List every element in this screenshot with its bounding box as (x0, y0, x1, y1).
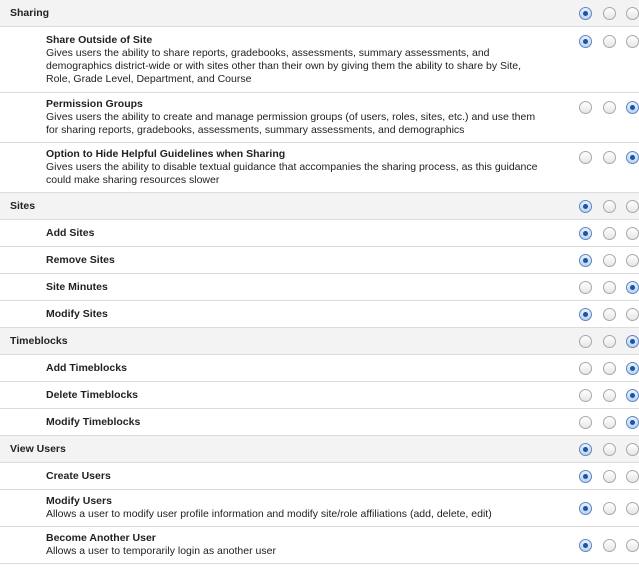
permission-radio-option-2[interactable] (603, 7, 616, 20)
permission-radio-option-2[interactable] (603, 227, 616, 240)
permission-radio-option-3[interactable] (626, 443, 639, 456)
permission-radio-option-3[interactable] (626, 335, 639, 348)
permission-description: Gives users the ability to share reports, gradebooks, assessments, summary assessments, and demographics district-wide or with sites other than their own by giving them the ability to share by Site, Role, Grade Level, Department, and Course (46, 46, 522, 85)
permission-title: Add Sites (46, 226, 95, 239)
permission-radio-option-2[interactable] (603, 254, 616, 267)
permission-title: Modify Users (46, 495, 112, 507)
permission-title: Add Timeblocks (46, 361, 127, 374)
permission-radio-option-1[interactable] (579, 7, 592, 20)
permission-radio-option-3[interactable] (626, 362, 639, 375)
permission-radio-option-2[interactable] (603, 308, 616, 321)
permission-row-option-to-hide-helpful-guidelines-when-sharing (0, 143, 639, 193)
permission-row-site-minutes (0, 274, 639, 301)
permission-text (46, 274, 543, 300)
permission-radio-option-3[interactable] (626, 254, 639, 267)
permission-radio-option-1[interactable] (579, 335, 592, 348)
permission-text (46, 27, 543, 92)
permission-radio-group (529, 436, 639, 462)
section-title: Sites (10, 199, 36, 212)
section-title: Sharing (10, 6, 50, 19)
permission-radio-option-2[interactable] (603, 416, 616, 429)
permission-radio-option-1[interactable] (579, 308, 592, 321)
section-row-sharing (0, 0, 639, 27)
permission-row-create-users (0, 463, 639, 490)
permission-radio-option-3[interactable] (626, 416, 639, 429)
permission-row-share-outside-of-site (0, 27, 639, 93)
permission-text (10, 0, 529, 26)
permission-radio-option-3[interactable] (626, 7, 639, 20)
permission-row-add-sites (0, 220, 639, 247)
section-row-view-users (0, 436, 639, 463)
permission-radio-option-2[interactable] (603, 101, 616, 114)
permission-row-permission-groups (0, 93, 639, 143)
permission-radio-group (529, 27, 639, 92)
permission-radio-option-2[interactable] (603, 35, 616, 48)
permission-radio-group (529, 463, 639, 489)
permission-radio-group (529, 193, 639, 219)
permission-text (46, 463, 543, 489)
permission-title: Become Another User (46, 532, 156, 544)
permission-row-modify-users (0, 490, 639, 527)
permission-radio-group (529, 143, 639, 192)
permission-radio-group (529, 527, 639, 563)
permission-radio-option-2[interactable] (603, 151, 616, 164)
permission-radio-group (529, 490, 639, 526)
permission-text (46, 301, 543, 327)
permission-row-remove-sites (0, 247, 639, 274)
permission-radio-option-2[interactable] (603, 335, 616, 348)
permission-title: Option to Hide Helpful Guidelines when Sharing (46, 148, 286, 160)
permission-text (46, 247, 543, 273)
permission-radio-option-1[interactable] (579, 151, 592, 164)
permission-radio-option-1[interactable] (579, 416, 592, 429)
section-title: View Users (10, 442, 66, 455)
permission-radio-option-2[interactable] (603, 200, 616, 213)
permission-radio-group (529, 220, 639, 246)
permission-text (46, 382, 543, 408)
permission-radio-option-1[interactable] (579, 539, 592, 552)
permission-radio-option-3[interactable] (626, 101, 639, 114)
permission-title: Modify Sites (46, 307, 108, 320)
permission-radio-option-1[interactable] (579, 35, 592, 48)
permission-radio-option-2[interactable] (603, 470, 616, 483)
permission-radio-option-3[interactable] (626, 502, 639, 515)
permission-radio-option-2[interactable] (603, 443, 616, 456)
permission-radio-option-1[interactable] (579, 502, 592, 515)
permission-radio-option-1[interactable] (579, 101, 592, 114)
permission-radio-option-1[interactable] (579, 200, 592, 213)
section-row-sites (0, 193, 639, 220)
permission-row-add-timeblocks (0, 355, 639, 382)
permission-description: Allows a user to modify user profile information and modify site/role affiliations (add, delete, edit) (46, 508, 492, 520)
permission-description: Allows a user to temporarily login as another user (46, 545, 276, 557)
permission-title: Create Users (46, 469, 111, 482)
permission-radio-option-1[interactable] (579, 443, 592, 456)
permission-radio-option-1[interactable] (579, 281, 592, 294)
permission-text (46, 143, 543, 192)
permission-radio-option-2[interactable] (603, 281, 616, 294)
permission-radio-group (529, 355, 639, 381)
permission-text (46, 490, 543, 526)
permission-row-modify-sites (0, 301, 639, 328)
permission-radio-option-3[interactable] (626, 308, 639, 321)
permission-text (10, 436, 529, 462)
permission-title: Remove Sites (46, 253, 115, 266)
permission-radio-group (529, 301, 639, 327)
permission-text (46, 409, 543, 435)
permission-text (46, 220, 543, 246)
permission-row-become-another-user (0, 527, 639, 564)
permission-radio-option-2[interactable] (603, 502, 616, 515)
permission-radio-option-3[interactable] (626, 200, 639, 213)
permission-title: Permission Groups (46, 98, 143, 110)
section-title: Timeblocks (10, 334, 68, 347)
permission-radio-option-3[interactable] (626, 151, 639, 164)
permission-radio-option-1[interactable] (579, 389, 592, 402)
permission-radio-group (529, 247, 639, 273)
permission-title: Modify Timeblocks (46, 415, 141, 428)
permission-radio-option-3[interactable] (626, 470, 639, 483)
permission-description: Gives users the ability to disable textual guidance that accompanies the sharing process, as this guidance could make sharing resources slower (46, 161, 538, 186)
permission-text (10, 328, 529, 354)
permission-radio-option-1[interactable] (579, 470, 592, 483)
permission-radio-option-3[interactable] (626, 281, 639, 294)
permission-radio-group (529, 93, 639, 142)
permission-radio-group (529, 382, 639, 408)
permission-row-modify-timeblocks (0, 409, 639, 436)
permission-text (46, 527, 543, 563)
permission-title: Delete Timeblocks (46, 388, 139, 401)
permission-title: Share Outside of Site (46, 33, 153, 46)
permission-radio-option-1[interactable] (579, 254, 592, 267)
permission-radio-option-3[interactable] (626, 227, 639, 240)
permission-title: Site Minutes (46, 280, 108, 293)
permission-row-delete-timeblocks (0, 382, 639, 409)
permission-radio-option-3[interactable] (626, 389, 639, 402)
permission-radio-option-2[interactable] (603, 389, 616, 402)
permission-radio-group (529, 0, 639, 26)
permission-description: Gives users the ability to create and manage permission groups (of users, roles, sites, etc.) and use them for sharing reports, gradebooks, assessments, summary assessments, and demographics (46, 111, 536, 136)
permission-radio-group (529, 328, 639, 354)
permission-radio-group (529, 409, 639, 435)
permission-radio-option-2[interactable] (603, 362, 616, 375)
permission-text (46, 93, 543, 142)
permission-radio-option-2[interactable] (603, 539, 616, 552)
permission-radio-option-1[interactable] (579, 362, 592, 375)
permission-text (46, 355, 543, 381)
permission-radio-option-3[interactable] (626, 35, 639, 48)
permission-radio-group (529, 274, 639, 300)
permission-radio-option-3[interactable] (626, 539, 639, 552)
permission-text (10, 193, 529, 219)
permission-radio-option-1[interactable] (579, 227, 592, 240)
section-row-timeblocks (0, 328, 639, 355)
